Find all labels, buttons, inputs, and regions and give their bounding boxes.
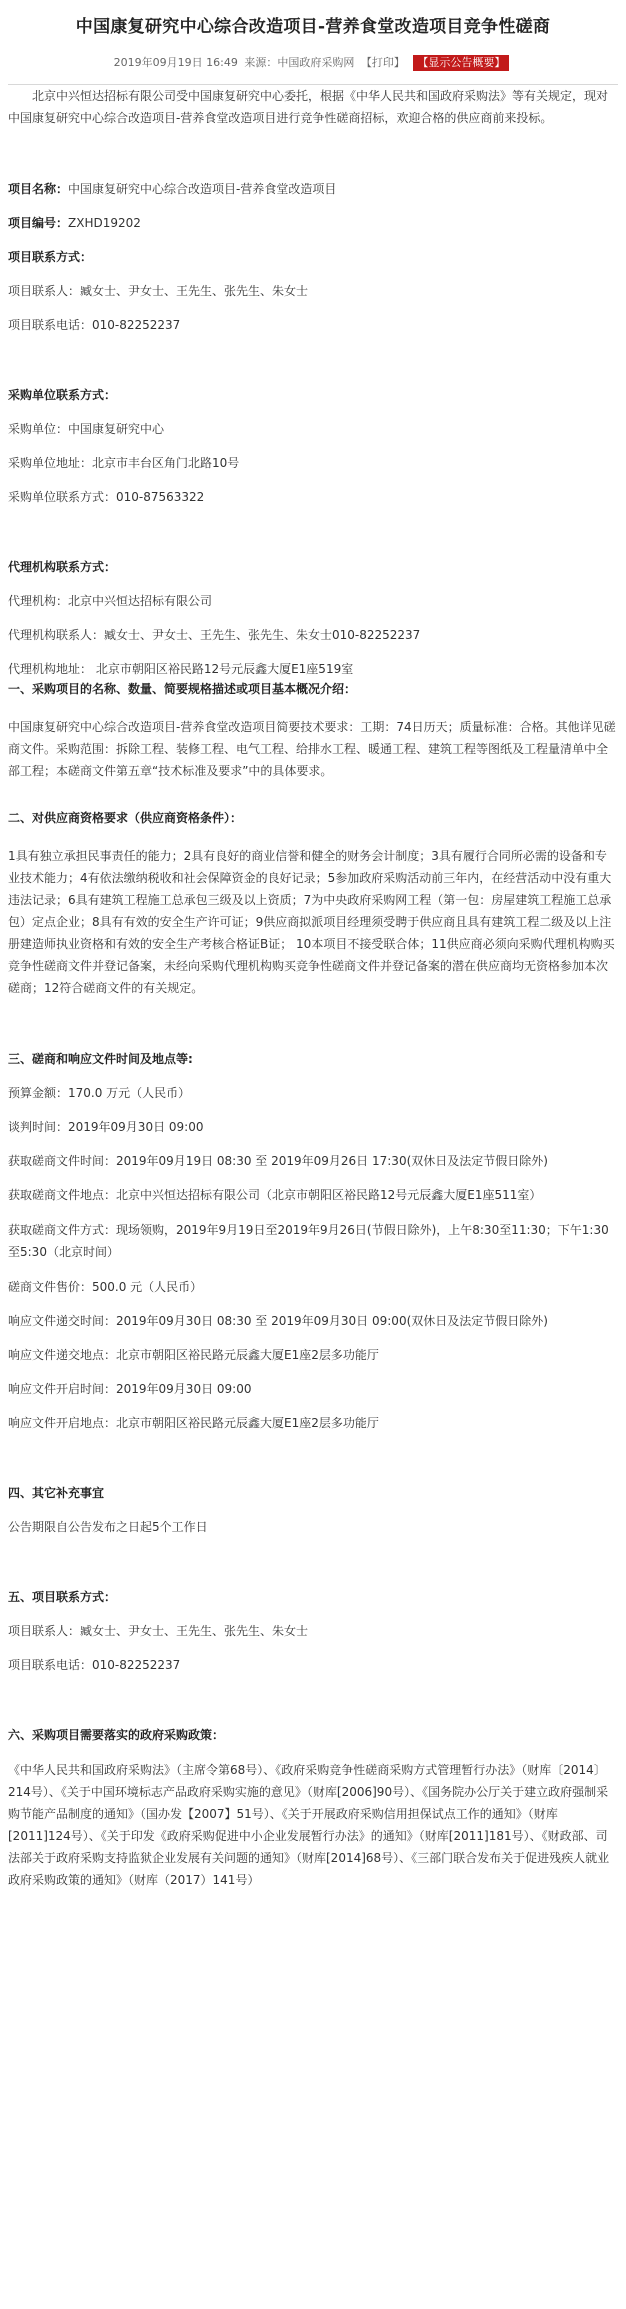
submit-time: 响应文件递交时间：2019年09月30日 08:30 至 2019年09月30日 09:00(双休日及法定节假日除外) [8, 1314, 548, 1328]
open-time: 响应文件开启时间：2019年09月30日 09:00 [8, 1382, 252, 1396]
obtain-time: 获取磋商文件时间：2019年09月19日 08:30 至 2019年09月26日 17:30(双休日及法定节假日除外) [8, 1154, 548, 1168]
project-phone: 项目联系电话：010-82252237 [8, 318, 181, 332]
budget: 预算金额：170.0 万元（人民币） [8, 1086, 191, 1100]
show-summary-button[interactable]: 【显示公告概要】 [413, 55, 509, 71]
section1-body: 中国康复研究中心综合改造项目-营养食堂改造项目简要技术要求：工期：74日历天；质量标准：合格。其他详见磋商文件。采购范围：拆除工程、装修工程、电气工程、给排水工程、暖通工程、建筑工程等图纸及工程量清单中全部工程；本磋商文件第五章“技术标准及要求”中的具体要求。 [8, 720, 616, 778]
purchaser-address: 采购单位地址：北京市丰台区角门北路10号 [8, 456, 240, 470]
section6-heading: 六、采购项目需要落实的政府采购政策： [8, 1728, 225, 1742]
section5-contacts: 项目联系人：臧女士、尹女士、王先生、张先生、朱女士 [8, 1624, 309, 1638]
project-number [8, 213, 618, 233]
obtain-place: 获取磋商文件地点：北京中兴恒达招标有限公司（北京市朝阳区裕民路12号元辰鑫大厦E1座511室） [8, 1188, 542, 1202]
intro-paragraph: 北京中兴恒达招标有限公司受中国康复研究中心委托，根据《中华人民共和国政府采购法》等有关规定，现对中国康复研究中心综合改造项目-营养食堂改造项目进行竞争性磋商招标，欢迎合格的供应商前来投标。 [8, 89, 609, 125]
article-meta [8, 54, 618, 72]
page-title: 中国康复研究中心综合改造项目-营养食堂改造项目竞争性磋商 [75, 17, 551, 37]
project-name-value: 中国康复研究中心综合改造项目-营养食堂改造项目 [68, 182, 337, 196]
negotiation-time: 谈判时间：2019年09月30日 09:00 [8, 1120, 204, 1134]
purchaser-phone: 采购单位联系方式：010-87563322 [8, 490, 205, 504]
section5-phone: 项目联系电话：010-82252237 [8, 1658, 181, 1672]
obtain-method: 获取磋商文件方式：现场领购，2019年9月19日至2019年9月26日(节假日除外)，上午8:30至11:30；下午1:30至5:30（北京时间） [8, 1223, 609, 1259]
section2-body: 1具有独立承担民事责任的能力；2具有良好的商业信誉和健全的财务会计制度；3具有履行合同所必需的设备和专业技术能力；4有依法缴纳税收和社会保障资金的良好记录；5参加政府采购活动前三年内，在经营活动中没有重大违法记录；6具有建筑工程施工总承包三级及以上资质；7为中央政府采购网工程（第一包：房屋建筑工程施工总承包）定点企业；8具有有效的安全生产许可证；9供应商拟派项目经理须受聘于供应商且具有建筑工程二级及以上注册建造师执业资格和有效的安全生产考核合格证B证； 10本项目不接受联合体；11供应商必须向采购代理机构购买竞争性磋商文件并登记备案，未经向采购代理机构购买竞争性磋商文件并登记备案的潜在供应商均无资格参加本次磋商；12符合磋商文件的有关规定。 [8, 849, 615, 995]
project-number-value: ZXHD19202 [68, 216, 141, 230]
section6-body: 《中华人民共和国政府采购法》（主席令第68号）、《政府采购竞争性磋商采购方式管理暂行办法》（财库〔2014〕214号）、《关于中国环境标志产品政府采购实施的意见》（财库[2006]90号）、《国务院办公厅关于建立政府强制采购节能产品制度的通知》（国办发【2007】51号）、《关于开展政府采购信用担保试点工作的通知》（财库[2011]124号）、《关于印发《政府采购促进中小企业发展暂行办法》的通知》（财库[2011]181号）、《财政部、司法部关于政府采购支持监狱企业发展有关问题的通知》（财库[2014]68号）、《三部门联合发布关于促进残疾人就业政府采购政策的通知》（财库（2017）141号） [8, 1763, 610, 1887]
source-label: 来源：中国政府采购网 [244, 56, 355, 69]
project-contacts: 项目联系人：臧女士、尹女士、王先生、张先生、朱女士 [8, 284, 309, 298]
section4-heading: 四、其它补充事宜 [8, 1486, 105, 1500]
publish-date: 2019年09月19日 16:49 [113, 56, 238, 69]
section1-heading: 一、采购项目的名称、数量、简要规格描述或项目基本概况介绍： [8, 682, 357, 696]
section2-heading: 二、对供应商资格要求（供应商资格条件）： [8, 811, 243, 825]
purchaser-heading: 采购单位联系方式： [8, 388, 117, 402]
agency-address: 代理机构地址： 北京市朝阳区裕民路12号元辰鑫大厦E1座519室 [8, 662, 354, 676]
agency-name: 代理机构：北京中兴恒达招标有限公司 [8, 594, 213, 608]
purchaser-unit: 采购单位：中国康复研究中心 [8, 422, 165, 436]
section4-body: 公告期限自公告发布之日起5个工作日 [8, 1520, 208, 1534]
project-name [8, 179, 618, 199]
agency-contacts: 代理机构联系人：臧女士、尹女士、王先生、张先生、朱女士010-82252237 [8, 628, 421, 642]
agency-heading: 代理机构联系方式： [8, 560, 117, 574]
project-contact-heading: 项目联系方式： [8, 250, 93, 264]
article-body [8, 85, 618, 1891]
document-price: 磋商文件售价：500.0 元（人民币） [8, 1280, 203, 1294]
section5-heading: 五、项目联系方式： [8, 1590, 117, 1604]
project-number-label: 项目编号： [8, 216, 69, 230]
print-link[interactable]: 【打印】 [360, 56, 405, 69]
open-place: 响应文件开启地点：北京市朝阳区裕民路元辰鑫大厦E1座2层多功能厅 [8, 1416, 379, 1430]
submit-place: 响应文件递交地点：北京市朝阳区裕民路元辰鑫大厦E1座2层多功能厅 [8, 1348, 379, 1362]
section3-heading: 三、磋商和响应文件时间及地点等: [8, 1052, 193, 1066]
project-name-label: 项目名称： [8, 182, 69, 196]
